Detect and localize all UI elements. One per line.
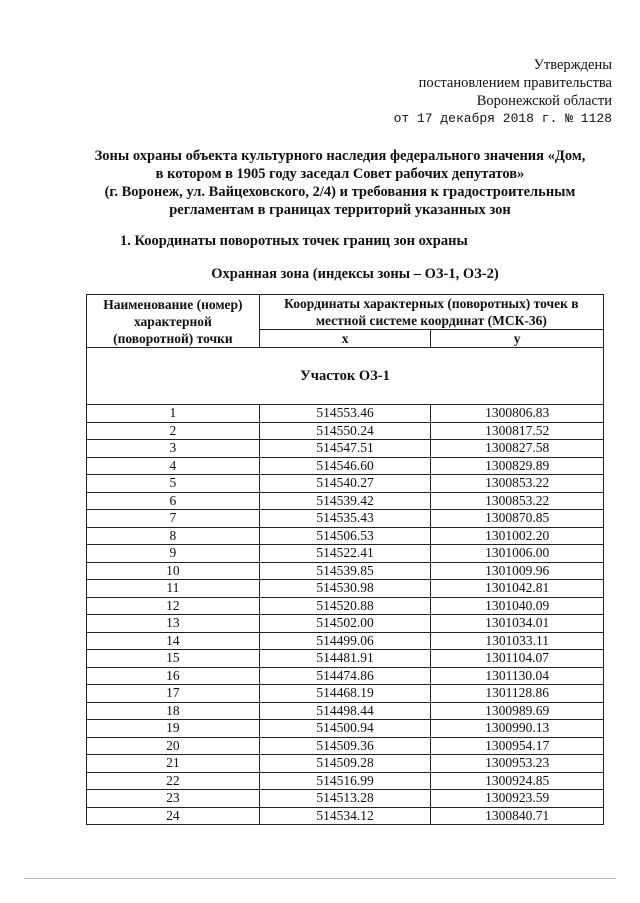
coordinate-y: 1300924.85 xyxy=(431,772,604,790)
point-number: 24 xyxy=(87,807,260,825)
table-row xyxy=(87,772,604,790)
coordinate-y: 1301006.00 xyxy=(431,545,604,563)
table-row xyxy=(87,807,604,825)
table-row xyxy=(87,440,604,458)
approval-line-1: Утверждены xyxy=(533,57,612,73)
point-number: 21 xyxy=(87,755,260,773)
title-line-1: Зоны охраны объекта культурного наследия федерального значения «Дом, xyxy=(94,148,586,164)
coordinate-x: 514509.28 xyxy=(259,755,431,773)
table-row xyxy=(87,737,604,755)
coordinate-x: 514516.99 xyxy=(259,772,431,790)
coordinate-y: 1301128.86 xyxy=(431,685,604,703)
coordinate-x: 514546.60 xyxy=(259,457,431,475)
point-number: 15 xyxy=(87,650,260,668)
table-row xyxy=(87,667,604,685)
coordinates-table xyxy=(86,294,604,825)
document-title xyxy=(70,147,610,219)
coordinate-x: 514506.53 xyxy=(259,527,431,545)
point-number: 7 xyxy=(87,510,260,528)
coordinate-x: 514539.85 xyxy=(259,562,431,580)
coordinate-y: 1300840.71 xyxy=(431,807,604,825)
coordinate-x: 514513.28 xyxy=(259,790,431,808)
coordinate-x: 514522.41 xyxy=(259,545,431,563)
approval-date: от 17 декабря 2018 г. № 1128 xyxy=(393,111,612,126)
point-number: 19 xyxy=(87,720,260,738)
table-row xyxy=(87,650,604,668)
approval-line-2: постановлением правительства xyxy=(418,75,612,91)
coordinate-x: 514539.42 xyxy=(259,492,431,510)
table-row xyxy=(87,597,604,615)
coordinate-x: 514468.19 xyxy=(259,685,431,703)
point-number: 6 xyxy=(87,492,260,510)
table-row xyxy=(87,562,604,580)
point-number: 22 xyxy=(87,772,260,790)
coordinate-y: 1301040.09 xyxy=(431,597,604,615)
coordinate-x: 514540.27 xyxy=(259,475,431,493)
point-number: 17 xyxy=(87,685,260,703)
coordinate-y: 1301130.04 xyxy=(431,667,604,685)
plot-label: Участок ОЗ-1 xyxy=(87,348,604,405)
coordinate-x: 514535.43 xyxy=(259,510,431,528)
coordinate-x: 514530.98 xyxy=(259,580,431,598)
point-number: 10 xyxy=(87,562,260,580)
point-number: 12 xyxy=(87,597,260,615)
point-number: 13 xyxy=(87,615,260,633)
coordinate-x: 514474.86 xyxy=(259,667,431,685)
coordinate-y: 1301034.01 xyxy=(431,615,604,633)
coordinate-y: 1300853.22 xyxy=(431,492,604,510)
table-row xyxy=(87,492,604,510)
table-row xyxy=(87,755,604,773)
header-x: x xyxy=(259,330,431,348)
coordinate-y: 1300923.59 xyxy=(431,790,604,808)
table-row xyxy=(87,702,604,720)
title-line-4: регламентам в границах территорий указанных зон xyxy=(169,202,511,218)
point-number: 14 xyxy=(87,632,260,650)
point-number: 23 xyxy=(87,790,260,808)
point-number: 2 xyxy=(87,422,260,440)
point-number: 20 xyxy=(87,737,260,755)
title-line-3: (г. Воронеж, ул. Вайцеховского, 2/4) и требования к градостроительным xyxy=(104,184,576,200)
coordinate-x: 514547.51 xyxy=(259,440,431,458)
point-number: 16 xyxy=(87,667,260,685)
point-number: 5 xyxy=(87,475,260,493)
coordinate-x: 514481.91 xyxy=(259,650,431,668)
table-row xyxy=(87,790,604,808)
coordinate-x: 514499.06 xyxy=(259,632,431,650)
coordinate-x: 514502.00 xyxy=(259,615,431,633)
table-row xyxy=(87,422,604,440)
table-row xyxy=(87,457,604,475)
coordinate-y: 1300817.52 xyxy=(431,422,604,440)
coordinate-x: 514553.46 xyxy=(259,405,431,423)
coordinate-y: 1300954.17 xyxy=(431,737,604,755)
header-y: y xyxy=(431,330,604,348)
point-number: 8 xyxy=(87,527,260,545)
zone-heading: Охранная зона (индексы зоны – ОЗ-1, ОЗ-2) xyxy=(211,266,499,282)
coordinate-x: 514534.12 xyxy=(259,807,431,825)
coordinate-x: 514500.94 xyxy=(259,720,431,738)
table-row xyxy=(87,615,604,633)
point-number: 18 xyxy=(87,702,260,720)
point-number: 1 xyxy=(87,405,260,423)
coordinate-y: 1300806.83 xyxy=(431,405,604,423)
point-number: 9 xyxy=(87,545,260,563)
coordinate-x: 514498.44 xyxy=(259,702,431,720)
coordinate-y: 1301042.81 xyxy=(431,580,604,598)
point-number: 3 xyxy=(87,440,260,458)
page-divider xyxy=(24,878,616,879)
table-row xyxy=(87,720,604,738)
table-row xyxy=(87,685,604,703)
coordinate-y: 1300853.22 xyxy=(431,475,604,493)
table-row xyxy=(87,475,604,493)
header-point-name: Наименование (номер) характерной (поворотной) точки xyxy=(87,295,260,348)
approval-block xyxy=(394,56,612,128)
coordinate-y: 1301033.11 xyxy=(431,632,604,650)
coordinate-y: 1300989.69 xyxy=(431,702,604,720)
coordinate-y: 1300829.89 xyxy=(431,457,604,475)
table-row xyxy=(87,510,604,528)
point-number: 11 xyxy=(87,580,260,598)
table-row xyxy=(87,545,604,563)
coordinate-y: 1301104.07 xyxy=(431,650,604,668)
title-line-2: в котором в 1905 году заседал Совет рабочих депутатов» xyxy=(155,166,525,182)
coordinate-x: 514509.36 xyxy=(259,737,431,755)
table-row xyxy=(87,632,604,650)
table-row xyxy=(87,527,604,545)
coordinate-x: 514550.24 xyxy=(259,422,431,440)
table-row xyxy=(87,580,604,598)
coordinate-y: 1300827.58 xyxy=(431,440,604,458)
approval-line-3: Воронежской области xyxy=(476,93,612,109)
table-row xyxy=(87,405,604,423)
coordinate-y: 1301002.20 xyxy=(431,527,604,545)
coordinate-y: 1301009.96 xyxy=(431,562,604,580)
coordinate-y: 1300990.13 xyxy=(431,720,604,738)
coordinate-x: 514520.88 xyxy=(259,597,431,615)
coordinate-y: 1300870.85 xyxy=(431,510,604,528)
section-heading: 1. Координаты поворотных точек границ зон охраны xyxy=(120,233,468,249)
point-number: 4 xyxy=(87,457,260,475)
coordinate-y: 1300953.23 xyxy=(431,755,604,773)
header-coordinates: Координаты характерных (поворотных) точек в местной системе координат (МСК-36) xyxy=(259,295,603,330)
